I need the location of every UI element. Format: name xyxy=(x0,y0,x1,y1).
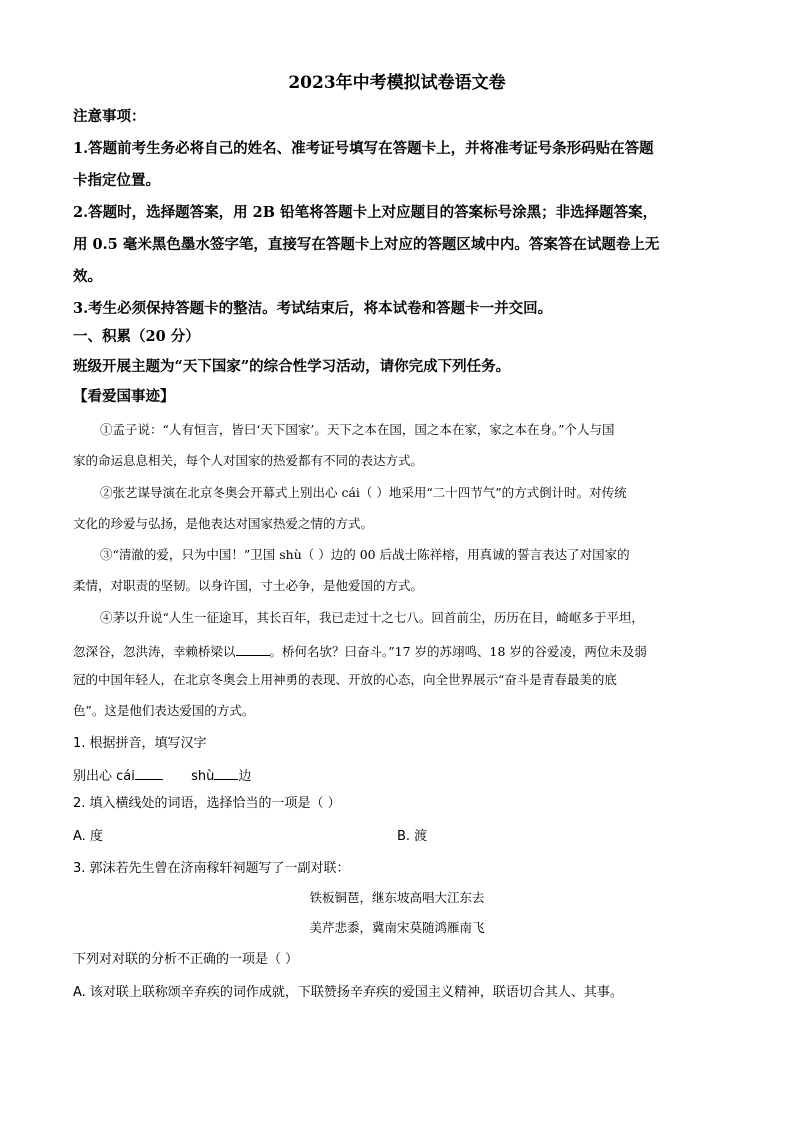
section-heading: 一、积累（20 分） xyxy=(73,328,200,345)
question-2-option-a[interactable]: A. 度 xyxy=(73,829,103,844)
passage-p2-line-1: ②张艺谋导演在北京冬奥会开幕式上别出心 cái（ ）地采用“二十四节气”的方式倒计时。对传统 xyxy=(100,485,627,500)
page-title: 2023年中考模拟试卷语文卷 xyxy=(288,73,506,93)
passage-p4-line-3: 冠的中国年轻人，在北京冬奥会上用神勇的表现、开放的心态，向全世界展示“奋斗是青春最美的底 xyxy=(73,672,617,687)
notice-item-2-line-1: 2.答题时，选择题答案，用 2B 铅笔将答题卡上对应题目的答案标号涂黑；非选择题答案， xyxy=(73,204,658,221)
notice-item-2-line-2: 用 0.5 毫米黑色墨水签字笔，直接写在答题卡上对应的答题区域中内。答案答在试题卷上无 xyxy=(73,236,660,253)
section-intro: 班级开展主题为“天下国家”的综合性学习活动，请你完成下列任务。 xyxy=(73,358,511,375)
q1-cai-blank[interactable] xyxy=(135,767,163,780)
passage-p4-line-2 xyxy=(73,643,647,659)
passage-p3-line-1: ③“清澈的爱，只为中国！”卫国 shù（ ）边的 00 后战士陈祥榕，用真诚的誓言表达了对国家的 xyxy=(100,547,630,562)
couplet-line-2: 美芹悲黍，冀南宋莫随鸿雁南飞 xyxy=(309,920,485,935)
question-3-stem: 下列对对联的分析不正确的一项是（ ） xyxy=(73,952,299,967)
notice-heading: 注意事项： xyxy=(73,108,146,125)
question-2-option-b[interactable]: B. 渡 xyxy=(397,829,428,844)
q1-shu-label: shù xyxy=(191,769,215,784)
passage-p4-line-4: 色”。这是他们表达爱国的方式。 xyxy=(73,703,255,718)
notice-item-2-line-3: 效。 xyxy=(73,268,102,285)
passage-p2-line-2: 文化的珍爱与弘扬，是他表达对国家热爱之情的方式。 xyxy=(73,516,374,531)
notice-item-1-line-1: 1.答题前考生务必将自己的姓名、准考证号填写在答题卡上，并将准考证号条形码贴在答题 xyxy=(73,140,654,157)
passage-p3-line-2: 柔情，对职责的坚韧。以身许国，寸土必争，是他爱国的方式。 xyxy=(73,578,424,593)
question-1: 1. 根据拼音，填写汉字 xyxy=(73,736,207,751)
q1-bian-label: 边 xyxy=(238,769,252,784)
passage-p1-line-1: ①孟子说：“人有恒言，皆曰‘天下国家’。天下之本在国，国之本在家，家之本在身。”个人与国 xyxy=(100,422,615,437)
passage-p4-line-1: ④茅以升说“人生一征途耳，其长百年，我已走过十之七八。回首前尘，历历在目，崎岖多于平坦， xyxy=(100,610,644,625)
question-1-answer-line xyxy=(73,767,251,783)
notice-item-1-line-2: 卡指定位置。 xyxy=(73,172,160,189)
passage-p4-line-2-before-blank: 忽深谷，忽洪涛，幸赖桥梁以 xyxy=(73,644,236,659)
question-2: 2. 填入横线处的词语，选择恰当的一项是（ ） xyxy=(73,796,341,811)
q1-shu-blank[interactable] xyxy=(214,767,238,780)
q1-cai-label: 别出心 cái xyxy=(73,769,135,784)
notice-item-3: 3.考生必须保持答题卡的整洁。考试结束后，将本试卷和答题卡一并交回。 xyxy=(73,300,553,317)
passage-p1-line-2: 家的命运息息相关，每个人对国家的热爱都有不同的表达方式。 xyxy=(73,453,424,468)
couplet-line-1: 铁板铜琶，继东坡高唱大江东去 xyxy=(309,890,485,905)
passage-p4-line-2-after-blank: 。桥何名欤？曰奋斗。”17 岁的苏翊鸣、18 岁的谷爱凌，两位未及弱 xyxy=(269,644,647,659)
section-subheading: 【看爱国事迹】 xyxy=(73,388,175,405)
fill-blank[interactable] xyxy=(236,643,270,656)
question-3: 3. 郭沫若先生曾在济南稼轩祠题写了一副对联： xyxy=(73,861,350,876)
question-3-option-a[interactable]: A. 该对联上联称颂辛弃疾的词作成就，下联赞扬辛弃疾的爱国主义精神，联语切合其人、其事。 xyxy=(73,985,623,1000)
